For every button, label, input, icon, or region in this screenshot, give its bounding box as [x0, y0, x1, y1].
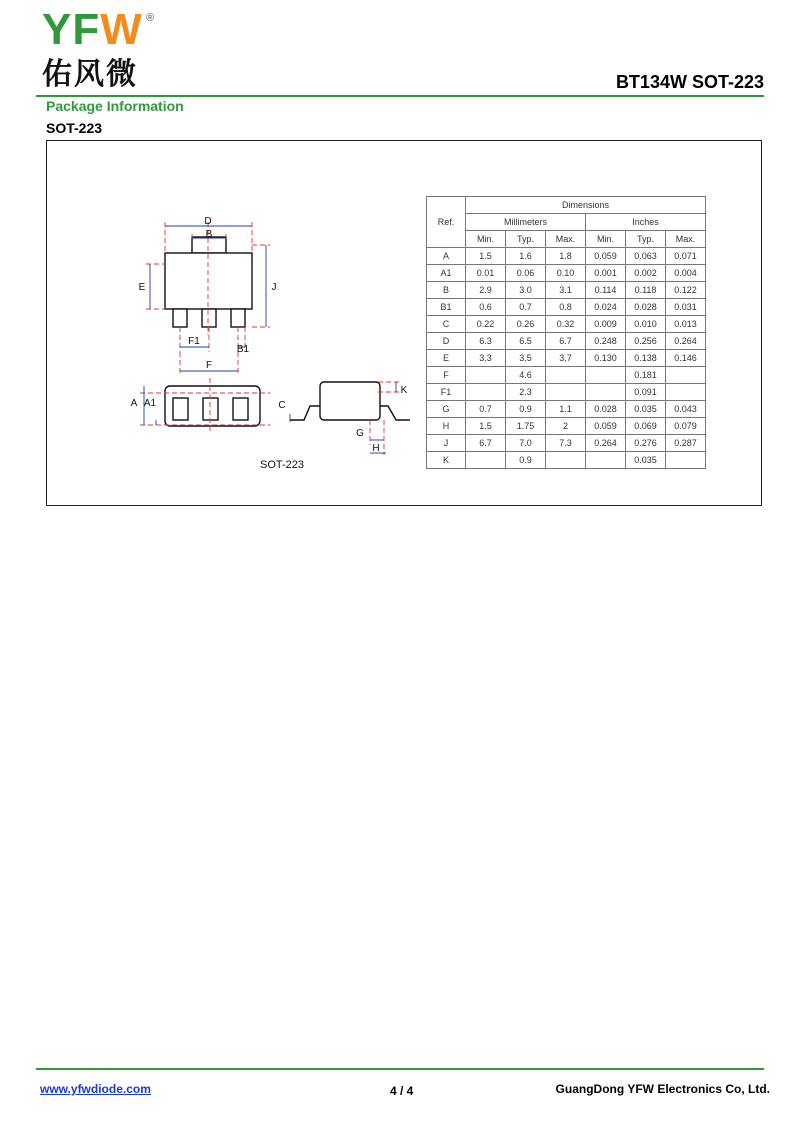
dimension-value [666, 452, 706, 469]
dimension-value: 1.5 [466, 248, 506, 265]
package-outline-drawing [110, 210, 420, 480]
table-row [427, 384, 706, 401]
dimension-value: 0.256 [626, 333, 666, 350]
dimension-value: 0.009 [586, 316, 626, 333]
dimension-value: 0.028 [586, 401, 626, 418]
dimension-value: 1.5 [466, 418, 506, 435]
company-logo [42, 5, 143, 54]
label-e: E [138, 282, 146, 293]
dimension-value: 0.181 [626, 367, 666, 384]
dimension-value: 0.287 [666, 435, 706, 452]
label-b1: B1 [236, 344, 250, 355]
dimension-value [666, 367, 706, 384]
dimension-value: 6.7 [466, 435, 506, 452]
dimensions-header: Dimensions [466, 197, 706, 214]
table-row [427, 418, 706, 435]
label-f1: F1 [188, 336, 200, 347]
dimension-value: 0.9 [506, 401, 546, 418]
dimension-value [466, 367, 506, 384]
table-row [427, 435, 706, 452]
dimension-value: 0.26 [506, 316, 546, 333]
drawing-caption: SOT-223 [259, 459, 305, 471]
dimension-value: 0.004 [666, 265, 706, 282]
dimension-value [666, 384, 706, 401]
row-ref: C [427, 316, 466, 333]
dimension-value: 0.248 [586, 333, 626, 350]
logo-accent-letter: W [100, 5, 143, 54]
row-ref: B [427, 282, 466, 299]
dimension-value: 3.3 [466, 350, 506, 367]
package-subtitle: SOT-223 [46, 120, 103, 136]
unit-subheader: Max. [666, 231, 706, 248]
row-ref: J [427, 435, 466, 452]
pin-3-outline [231, 309, 245, 327]
table-row [427, 401, 706, 418]
inches-header: Inches [586, 214, 706, 231]
front-pin-2 [203, 398, 218, 420]
dimension-value: 6.5 [506, 333, 546, 350]
dimension-value: 0.059 [586, 248, 626, 265]
page-number: 4 / 4 [390, 1084, 414, 1098]
dimension-value: 0.013 [666, 316, 706, 333]
millimeters-header: Millimeters [466, 214, 586, 231]
pin-2-outline [202, 309, 216, 327]
dimension-value: 7.3 [546, 435, 586, 452]
dimension-value: 0.6 [466, 299, 506, 316]
table-row [427, 248, 706, 265]
dimension-value: 0.138 [626, 350, 666, 367]
dimension-value: 0.264 [666, 333, 706, 350]
unit-subheader: Max. [546, 231, 586, 248]
table-row [427, 367, 706, 384]
document-title: BT134W SOT-223 [615, 72, 764, 92]
company-name: GuangDong YFW Electronics Co, Ltd. [555, 1082, 770, 1096]
table-row [427, 316, 706, 333]
row-ref: B1 [427, 299, 466, 316]
row-ref: F [427, 367, 466, 384]
ref-header: Ref. [427, 197, 466, 248]
footer-divider [36, 1068, 764, 1070]
dimension-value [586, 452, 626, 469]
dimension-value: 0.9 [506, 452, 546, 469]
dimension-value: 6.3 [466, 333, 506, 350]
dimension-value: 3.0 [506, 282, 546, 299]
label-f: F [205, 360, 213, 371]
table-row [427, 299, 706, 316]
row-ref: F1 [427, 384, 466, 401]
label-a1: A1 [143, 398, 157, 409]
dimension-value [466, 452, 506, 469]
dimension-value: 0.06 [506, 265, 546, 282]
dimension-value: 0.071 [666, 248, 706, 265]
dimension-value: 6.7 [546, 333, 586, 350]
dimension-value: 1.75 [506, 418, 546, 435]
table-row [427, 333, 706, 350]
label-b: B [205, 229, 213, 240]
dimension-value: 0.035 [626, 452, 666, 469]
dimension-value: 0.010 [626, 316, 666, 333]
dimensions-table-body [427, 248, 706, 469]
label-c: C [278, 400, 286, 411]
unit-subheader: Min. [466, 231, 506, 248]
sub-header-row [427, 231, 706, 248]
front-pin-3 [233, 398, 248, 420]
dimension-value: 0.32 [546, 316, 586, 333]
header-divider [36, 95, 764, 97]
dimension-value: 0.276 [626, 435, 666, 452]
table-row [427, 350, 706, 367]
dimension-value: 0.024 [586, 299, 626, 316]
dimension-value: 2 [546, 418, 586, 435]
row-ref: A1 [427, 265, 466, 282]
label-h: H [372, 443, 380, 454]
body-outline-top [165, 253, 252, 309]
table-row [427, 265, 706, 282]
dimension-value [586, 367, 626, 384]
table-row [427, 282, 706, 299]
dimension-value: 1.1 [546, 401, 586, 418]
dimension-value [546, 452, 586, 469]
dimension-value: 0.063 [626, 248, 666, 265]
unit-subheader: Min. [586, 231, 626, 248]
registered-mark: ® [146, 12, 155, 24]
section-title: Package Information [46, 98, 184, 114]
dimension-value: 0.059 [586, 418, 626, 435]
dimension-value: 0.069 [626, 418, 666, 435]
side-lead-left [290, 406, 320, 420]
label-a: A [130, 398, 138, 409]
unit-subheader: Typ. [506, 231, 546, 248]
unit-subheader: Typ. [626, 231, 666, 248]
dimension-value: 0.01 [466, 265, 506, 282]
dimension-value: 0.10 [546, 265, 586, 282]
dimension-value: 0.8 [546, 299, 586, 316]
dimension-value: 0.002 [626, 265, 666, 282]
row-ref: H [427, 418, 466, 435]
dimensions-table [426, 196, 706, 469]
dimension-value [546, 384, 586, 401]
dimension-value: 1.6 [506, 248, 546, 265]
label-j: J [271, 282, 277, 293]
row-ref: G [427, 401, 466, 418]
table-row [427, 452, 706, 469]
dimension-value: 0.118 [626, 282, 666, 299]
dimension-value: 0.22 [466, 316, 506, 333]
dimension-value: 0.035 [626, 401, 666, 418]
label-g: G [356, 428, 364, 439]
side-lead-right [380, 406, 410, 420]
dimension-value: 0.091 [626, 384, 666, 401]
dimension-value: 2.3 [506, 384, 546, 401]
dimension-value [466, 384, 506, 401]
dimension-value: 3.5 [506, 350, 546, 367]
dimension-value: 0.122 [666, 282, 706, 299]
row-ref: E [427, 350, 466, 367]
dimension-value: 3.7 [546, 350, 586, 367]
company-website-link[interactable]: www.yfwdiode.com [40, 1082, 151, 1096]
row-ref: K [427, 452, 466, 469]
front-pin-1 [173, 398, 188, 420]
logo-latin-text: YF [42, 5, 101, 54]
dimension-value: 0.114 [586, 282, 626, 299]
dimension-value: 0.031 [666, 299, 706, 316]
dimension-value: 0.7 [506, 299, 546, 316]
dimension-value: 0.079 [666, 418, 706, 435]
label-k: K [400, 385, 408, 396]
logo-chinese-text: 佑风微 [42, 58, 138, 91]
dimension-value: 3.1 [546, 282, 586, 299]
dimension-value: 2.9 [466, 282, 506, 299]
label-d: D [204, 216, 212, 227]
dimension-value: 7.0 [506, 435, 546, 452]
dimension-value: 0.043 [666, 401, 706, 418]
dimension-value [586, 384, 626, 401]
dimension-value: 0.264 [586, 435, 626, 452]
row-ref: D [427, 333, 466, 350]
dimension-value: 0.130 [586, 350, 626, 367]
dimension-value: 0.028 [626, 299, 666, 316]
dimension-value: 4.6 [506, 367, 546, 384]
pin-1-outline [173, 309, 187, 327]
dimension-value: 1.8 [546, 248, 586, 265]
body-outline-side [320, 382, 380, 420]
dimension-value: 0.146 [666, 350, 706, 367]
row-ref: A [427, 248, 466, 265]
dimension-value: 0.001 [586, 265, 626, 282]
dimension-value: 0.7 [466, 401, 506, 418]
dimension-value [546, 367, 586, 384]
